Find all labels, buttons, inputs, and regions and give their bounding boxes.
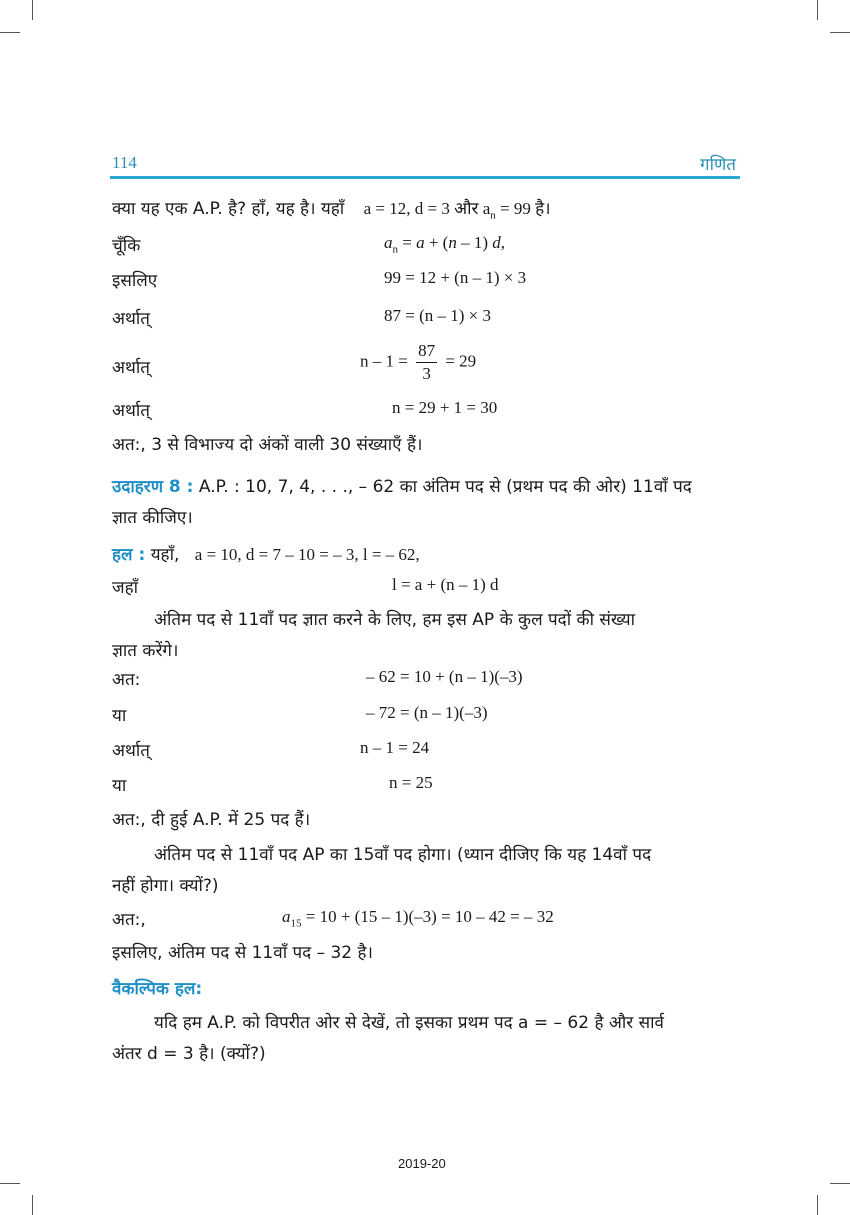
step-expr: 99 = 12 + (n – 1) × 3 bbox=[384, 268, 527, 287]
step-label: अर्थात् bbox=[112, 741, 150, 761]
step-expr: n – 1 = 24 bbox=[360, 738, 430, 757]
example-text-line2: ज्ञात कीजिए। bbox=[112, 508, 193, 528]
crop-mark bbox=[830, 1183, 850, 1184]
example-label: उदाहरण 8 : bbox=[112, 477, 194, 497]
term-symbol: a bbox=[282, 907, 291, 926]
intro-given-text: a = 12, d = 3 और a bbox=[363, 199, 491, 218]
example-text-line1: A.P. : 10, 7, 4, . . ., – 62 का अंतिम पद से (प्रथम पद की ओर) 11वाँ पद bbox=[198, 477, 692, 497]
step-expr bbox=[282, 907, 554, 929]
intro-given-end: = 99 है। bbox=[500, 199, 551, 218]
paragraph bbox=[112, 1008, 742, 1070]
crop-mark bbox=[817, 0, 818, 20]
intro-given bbox=[363, 199, 551, 222]
conclusion: इसलिए, अंतिम पद से 11वाँ पद – 32 है। bbox=[112, 943, 373, 963]
step-label: या bbox=[112, 706, 127, 726]
step-label: इसलिए bbox=[112, 271, 158, 291]
crop-mark bbox=[0, 1183, 20, 1184]
footer-year: 2019-20 bbox=[398, 1156, 446, 1171]
step-label: या bbox=[112, 776, 127, 796]
page-number: 114 bbox=[112, 153, 137, 172]
crop-mark bbox=[830, 32, 850, 33]
step-label: अर्थात् bbox=[112, 358, 150, 378]
intro-question: क्या यह एक A.P. है? हाँ, यह है। यहाँ bbox=[112, 199, 345, 219]
step-label: अर्थात् bbox=[112, 401, 150, 421]
step-expr: n = 25 bbox=[389, 773, 433, 792]
solution-text: यहाँ, bbox=[150, 545, 180, 565]
step-label: चूँकि bbox=[112, 236, 141, 256]
fraction-numerator: 87 bbox=[416, 340, 437, 363]
term-subscript: 15 bbox=[290, 917, 302, 930]
solution-label: हल : bbox=[112, 545, 146, 565]
example-8 bbox=[112, 472, 742, 534]
where-expr: l = a + (n – 1) d bbox=[392, 575, 499, 594]
step-label: अत: bbox=[112, 670, 141, 690]
fraction-lhs: n – 1 = bbox=[360, 351, 408, 371]
step-expr: n = 29 + 1 = 30 bbox=[392, 398, 498, 417]
paragraph-line2: ज्ञात करेंगे। bbox=[112, 641, 179, 661]
term-rest: = 10 + (15 – 1)(–3) = 10 – 42 = – 32 bbox=[305, 907, 554, 926]
conclusion: अत:, दी हुई A.P. में 25 पद हैं। bbox=[112, 810, 311, 830]
crop-mark bbox=[0, 32, 20, 33]
header-rule bbox=[110, 176, 740, 179]
paragraph-line1: अंतिम पद से 11वाँ पद ज्ञात करने के लिए, हम इस AP के कुल पदों की संख्या bbox=[154, 610, 636, 630]
crop-mark bbox=[817, 1195, 818, 1215]
where-label: जहाँ bbox=[112, 578, 139, 598]
conclusion: अत:, 3 से विभाज्य दो अंकों वाली 30 संख्याएँ हैं। bbox=[112, 435, 423, 455]
paragraph-line1: यदि हम A.P. को विपरीत ओर से देखें, तो इसका प्रथम पद a = – 62 है और सार्व bbox=[154, 1013, 664, 1033]
crop-mark bbox=[32, 0, 33, 20]
step-expr: – 72 = (n – 1)(–3) bbox=[366, 703, 488, 722]
paragraph-line1: अंतिम पद से 11वाँ पद AP का 15वाँ पद होगा। (ध्यान दीजिए कि यह 14वाँ पद bbox=[154, 845, 652, 865]
page-title: गणित bbox=[700, 155, 736, 175]
step-label: अर्थात् bbox=[112, 309, 150, 329]
paragraph bbox=[112, 605, 742, 667]
solution-values: a = 10, d = 7 – 10 = – 3, l = – 62, bbox=[194, 545, 420, 564]
alt-solution-heading: वैकल्पिक हल: bbox=[112, 979, 203, 999]
fraction bbox=[416, 340, 437, 385]
fraction-rhs: = 29 bbox=[445, 351, 477, 371]
fraction-expr bbox=[360, 340, 476, 385]
step-expr: $a_n = a + (n - 1)$ d, bbox=[384, 233, 506, 256]
intro-line bbox=[112, 196, 551, 221]
paragraph-line2: अंतर d = 3 है। (क्यों?) bbox=[112, 1044, 266, 1064]
intro-given-sub: n bbox=[490, 209, 496, 222]
step-expr-text: = a + (n – 1) d, bbox=[402, 233, 506, 252]
crop-mark bbox=[32, 1195, 33, 1215]
step-label: अत:, bbox=[112, 910, 146, 930]
solution-line bbox=[112, 542, 420, 565]
fraction-denominator: 3 bbox=[422, 364, 431, 383]
paragraph-line2: नहीं होगा। क्यों?) bbox=[112, 876, 219, 896]
paragraph bbox=[112, 840, 742, 902]
step-expr: – 62 = 10 + (n – 1)(–3) bbox=[366, 667, 523, 686]
step-expr: 87 = (n – 1) × 3 bbox=[384, 306, 491, 325]
